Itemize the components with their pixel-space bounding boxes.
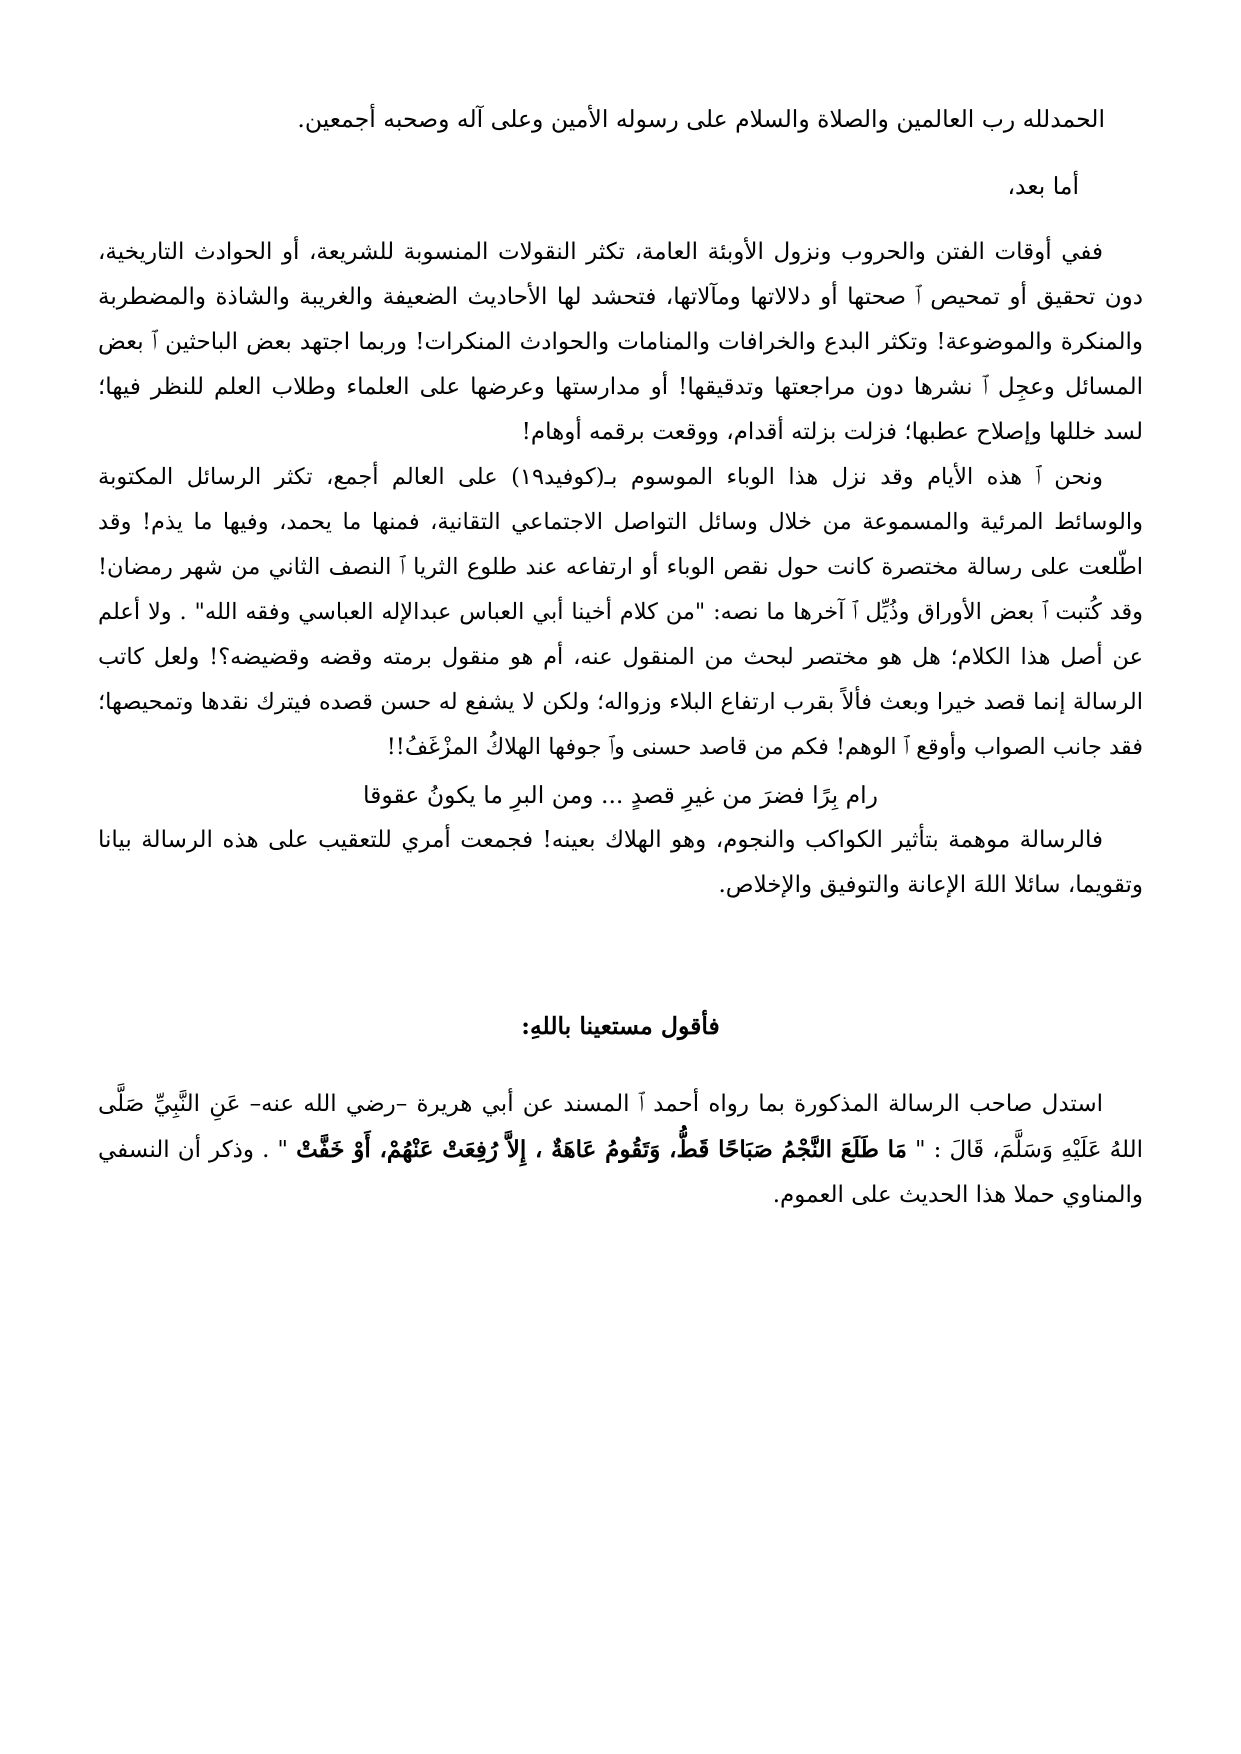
hadith-paragraph [98, 1082, 1143, 1218]
spacer [98, 1048, 1143, 1082]
spacer [98, 208, 1143, 230]
document-body [98, 96, 1143, 1218]
paragraph-fitan-awbia: ففي أوقات الفتن والحروب ونزول الأوبئة العامة، تكثر النقولات المنسوبة للشريعة، أو الحوادث التاريخية، دون تحقيق أو تمحيص ﭐ صحتها أو دلالاتها ومآلاتها، فتحشد لها الأحاديث الضعيفة والغريبة والشاذة والمضطربة والمنكرة والموضوعة! وتكثر البدع والخرافات والمنامات والحوادث المنكرات! وربما اجتهد بعض الباحثين ﭐ بعض المسائل وعجِل ﭐ نشرها دون مراجعتها وتدقيقها! أو مدارستها وعرضها على العلماء وطلاب العلم للنظر فيها؛ لسد خللها وإصلاح عطبها؛ فزلت بزلته أقدام، ووقعت برقمه أوهام! [98, 239, 1143, 445]
spacer [98, 908, 1143, 1004]
hadith-matn-text: مَا طَلَعَ النَّجْمُ صَبَاحًا قَطُّ، وَتَقُومُ عَاهَةٌ ، إِلاَّ رُفِعَتْ عَنْهُمْ، أَوْ خَفَّتْ [296, 1136, 907, 1163]
hadith-outro-text: " . وذكر أن النسفي والمناوي حملا هذا الحديث على العموم. [98, 1137, 1143, 1208]
opening-praise-paragraph: الحمدلله رب العالمين والصلاة والسلام على رسوله الأمين وعلى آله وصحبه أجمعين. [297, 105, 1105, 133]
spacer [98, 142, 1143, 164]
amma-baad-line: أما بعد، [1007, 172, 1079, 200]
hadith-intro-text: استدل صاحب الرسالة المذكورة بما رواه أحمد ﭐ المسند عن أبي هريرة –رضي الله عنه– عَنِ النَّبِيِّ صَلَّى اللهُ عَلَيْهِ وَسَلَّمَ، قَالَ : " [98, 1091, 1143, 1163]
section-heading-faaqul: فأقول مستعينا باللهِ: [521, 1012, 720, 1040]
poetry-verse: رام بِرًا فضرَ من غيرِ قصدٍ ... ومن البرِ ما يكونُ عقوقا [362, 781, 879, 809]
paragraph-kawakib-nujum: فالرسالة موهمة بتأثير الكواكب والنجوم، وهو الهلاك بعينه! فجمعت أمري للتعقيب على هذه الرسالة بيانا وتقويما، سائلا اللهَ الإعانة والتوفيق والإخلاص. [98, 827, 1143, 898]
paragraph-covid-risala: ونحن ﭐ هذه الأيام وقد نزل هذا الوباء الموسوم بـ(كوفيد١٩) على العالم أجمع، تكثر الرسائل المكتوبة والوسائط المرئية والمسموعة من خلال وسائل التواصل الاجتماعي التقانية، فمنها ما يحمد، وفيها ما يذم! وقد اطّلعت على رسالة مختصرة كانت حول نقص الوباء أو ارتفاعه عند طلوع الثريا ﭐ النصف الثاني من شهر رمضان! وقد كُتبت ﭐ بعض الأوراق وذُيِّل ﭐ آخرها ما نصه: "من كلام أخينا أبي العباس عبدالإله العباسي وفقه الله" . ولا أعلم عن أصل هذا الكلام؛ هل هو مختصر لبحث من المنقول عنه، أم هو منقول برمته وقضه وقضيضه؟! ولعل كاتب الرسالة إنما قصد خيرا وبعث فألاً بقرب ارتفاع البلاء وزواله؛ ولكن لا يشفع له حسن قصده فيترك نقدها وتمحيصها؛ فقد جانب الصواب وأوقع ﭐ الوهم! فكم من قاصد حسنى وﭐ جوفها الهلاكُ المزْغَفُ!! [98, 464, 1144, 760]
